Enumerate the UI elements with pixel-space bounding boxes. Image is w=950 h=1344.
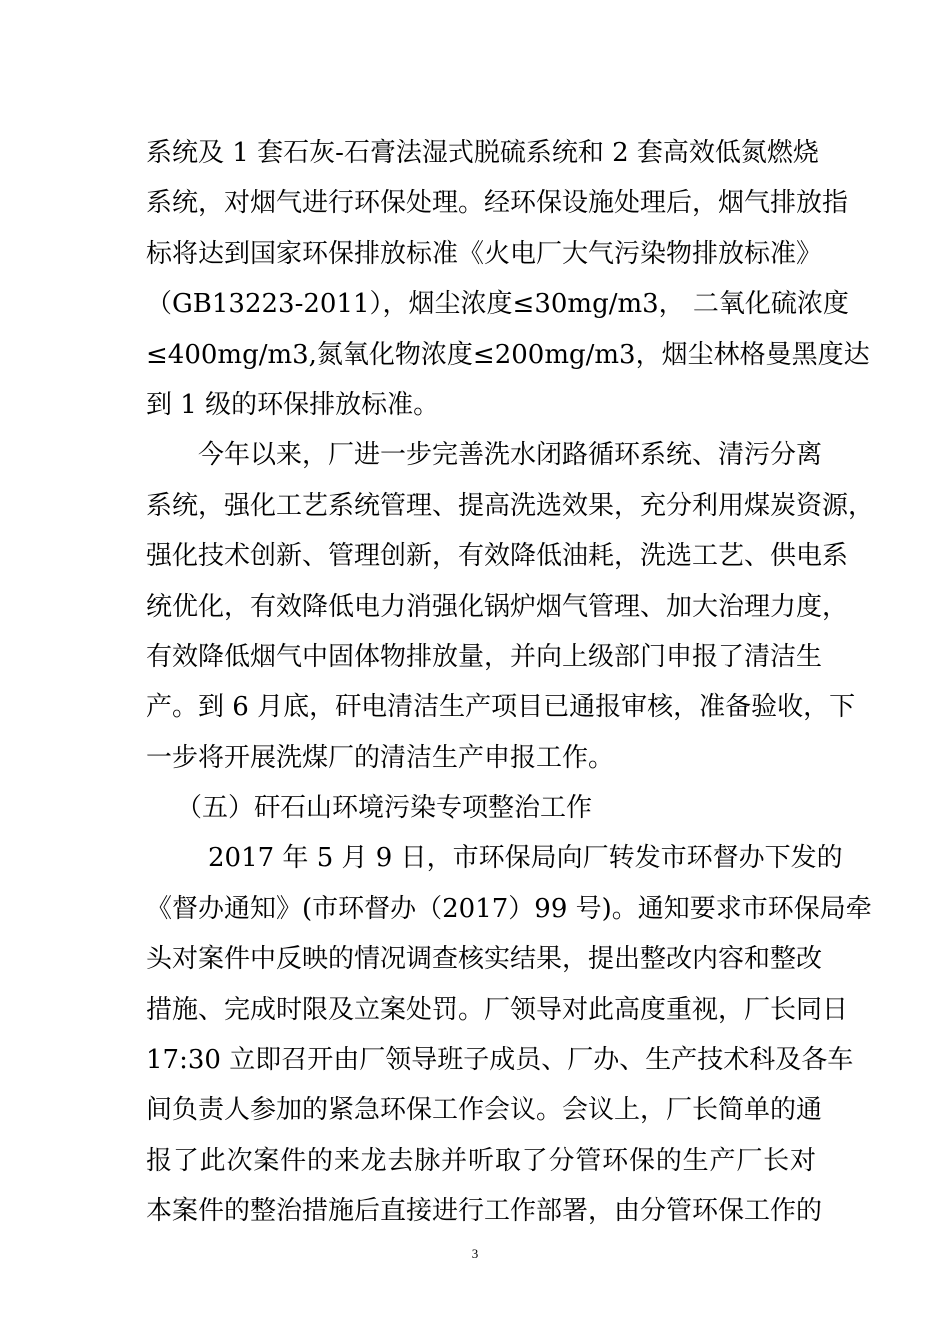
text-line: 标将达到国家环保排放标准《火电厂大气污染物排放标准》	[146, 238, 823, 269]
text-line: ≤400mg/m3,氮氧化物浓度≤200mg/m3，烟尘林格曼黑度达	[146, 339, 870, 370]
text-line: 报了此次案件的来龙去脉并听取了分管环保的生产厂长对	[146, 1145, 816, 1176]
text-line: 17:30 立即召开由厂领导班子成员、厂办、生产技术科及各车	[146, 1045, 854, 1076]
text-line: 统优化，有效降低电力消强化锅炉烟气管理、加大治理力度，	[146, 591, 849, 622]
text-line: 头对案件中反映的情况调查核实结果，提出整改内容和整改	[146, 944, 823, 975]
text-line: 一步将开展洗煤厂的清洁生产申报工作。	[146, 742, 615, 773]
text-line: （五）矸石山环境污染专项整治工作	[176, 793, 593, 824]
text-line: 系统，强化工艺系统管理、提高洗选效果，充分利用煤炭资源，	[146, 490, 875, 521]
text-line: （GB13223-2011），烟尘浓度≤30mg/m3， 二氧化硫浓度	[146, 289, 849, 320]
page-number: 3	[471, 1246, 479, 1261]
text-line: 措施、完成时限及立案处罚。厂领导对此高度重视，厂长同日	[146, 994, 849, 1025]
document-body	[146, 128, 875, 1237]
text-line: 2017 年 5 月 9 日，市环保局向厂转发市环督办下发的	[208, 843, 843, 874]
text-line: 到 1 级的环保排放标准。	[146, 389, 440, 420]
text-line: 《督办通知》(市环督办（2017）99 号)。通知要求市环保局牵	[146, 893, 872, 924]
text-line: 产。到 6 月底，矸电清洁生产项目已通报审核，准备验收，下	[146, 692, 856, 723]
text-line: 系统及 1 套石灰-石膏法湿式脱硫系统和 2 套高效低氮燃烧	[146, 138, 819, 168]
text-line: 间负责人参加的紧急环保工作会议。会议上，厂长简单的通	[146, 1095, 823, 1126]
text-line: 本案件的整治措施后直接进行工作部署，由分管环保工作的	[146, 1196, 823, 1227]
text-line: 有效降低烟气中固体物排放量，并向上级部门申报了清洁生	[146, 641, 823, 672]
text-line: 今年以来，厂进一步完善洗水闭路循环系统、清污分离	[198, 440, 823, 471]
text-line: 强化技术创新、管理创新，有效降低油耗，洗选工艺、供电系	[146, 541, 849, 572]
text-line: 系统，对烟气进行环保处理。经环保设施处理后，烟气排放指	[146, 188, 849, 219]
